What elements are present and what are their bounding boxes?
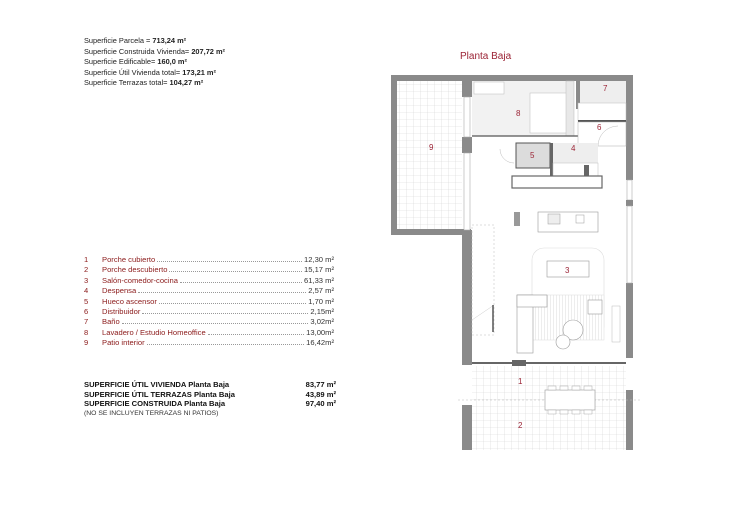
room-bano (576, 81, 626, 122)
room-label-5: 5 (530, 151, 535, 160)
room-salon (472, 212, 620, 353)
room-distribuidor (578, 122, 626, 146)
room-label-2: 2 (518, 421, 523, 430)
total-construida: SUPERFICIE CONSTRUIDA Planta Baja 97,40 m² (84, 399, 336, 409)
room-name: Distribuidor (102, 307, 141, 317)
room-number: 7 (84, 317, 89, 327)
summary-edificable: Superficie Edificable= 160,0 m² (84, 57, 187, 67)
room-area: 12,30 m² (304, 255, 334, 264)
total-util-terrazas: SUPERFICIE ÚTIL TERRAZAS Planta Baja 43,89 m² (84, 389, 336, 399)
room-number: 3 (84, 275, 89, 285)
patio-interior (391, 75, 471, 235)
room-name: Salón-comedor-cocina (102, 275, 178, 285)
room-name: Lavadero / Estudio Homeoffice (102, 327, 206, 337)
summary-util: Superficie Útil Vivienda total= 173,21 m² (84, 67, 216, 77)
summary-terrazas: Superficie Terrazas total= 104,27 m² (84, 78, 204, 88)
room-number: 5 (84, 296, 89, 306)
room-area: 3,02m² (310, 317, 334, 327)
core-block (500, 143, 602, 188)
room-lavadero (472, 81, 580, 136)
room-number: 4 (84, 286, 89, 296)
room-name: Despensa (102, 286, 137, 296)
summary-parcela: Superficie Parcela = 713,24 m² (84, 36, 187, 45)
room-name: Patio interior (102, 338, 145, 348)
facade-glazing (472, 360, 626, 366)
room-area: 2,57 m² (308, 286, 334, 296)
total-util-vivienda: SUPERFICIE ÚTIL VIVIENDA Planta Baja 83,77 m² (84, 380, 336, 389)
room-name: Porche descubierto (102, 265, 168, 275)
summary-construida: Superficie Construida Vivienda= 207,72 m² (84, 46, 226, 56)
room-area: 2,15m² (310, 307, 334, 317)
room-number: 8 (84, 327, 89, 337)
room-label-6: 6 (597, 123, 602, 132)
totals-note: (NO SE INCLUYEN TERRAZAS NI PATIOS) (84, 409, 219, 417)
porch (458, 366, 640, 450)
room-area: 16,42m² (306, 338, 334, 348)
room-label-7: 7 (603, 84, 608, 93)
room-label-3: 3 (565, 266, 570, 275)
room-name: Porche cubierto (102, 255, 156, 264)
room-label-1: 1 (518, 377, 523, 386)
room-number: 2 (84, 265, 89, 275)
room-number: 1 (84, 255, 89, 264)
room-area: 1,70 m² (308, 296, 334, 306)
room-name: Baño (102, 317, 120, 327)
room-area: 15,17 m² (304, 265, 334, 275)
room-number: 9 (84, 338, 89, 348)
plan-title: Planta Baja (460, 51, 512, 62)
room-label-9: 9 (429, 143, 434, 152)
room-area: 13,00m² (306, 327, 334, 337)
room-label-8: 8 (516, 109, 521, 118)
room-name: Hueco ascensor (102, 296, 157, 306)
room-number: 6 (84, 307, 89, 317)
room-area: 61,33 m² (304, 275, 334, 285)
room-label-4: 4 (571, 144, 576, 153)
